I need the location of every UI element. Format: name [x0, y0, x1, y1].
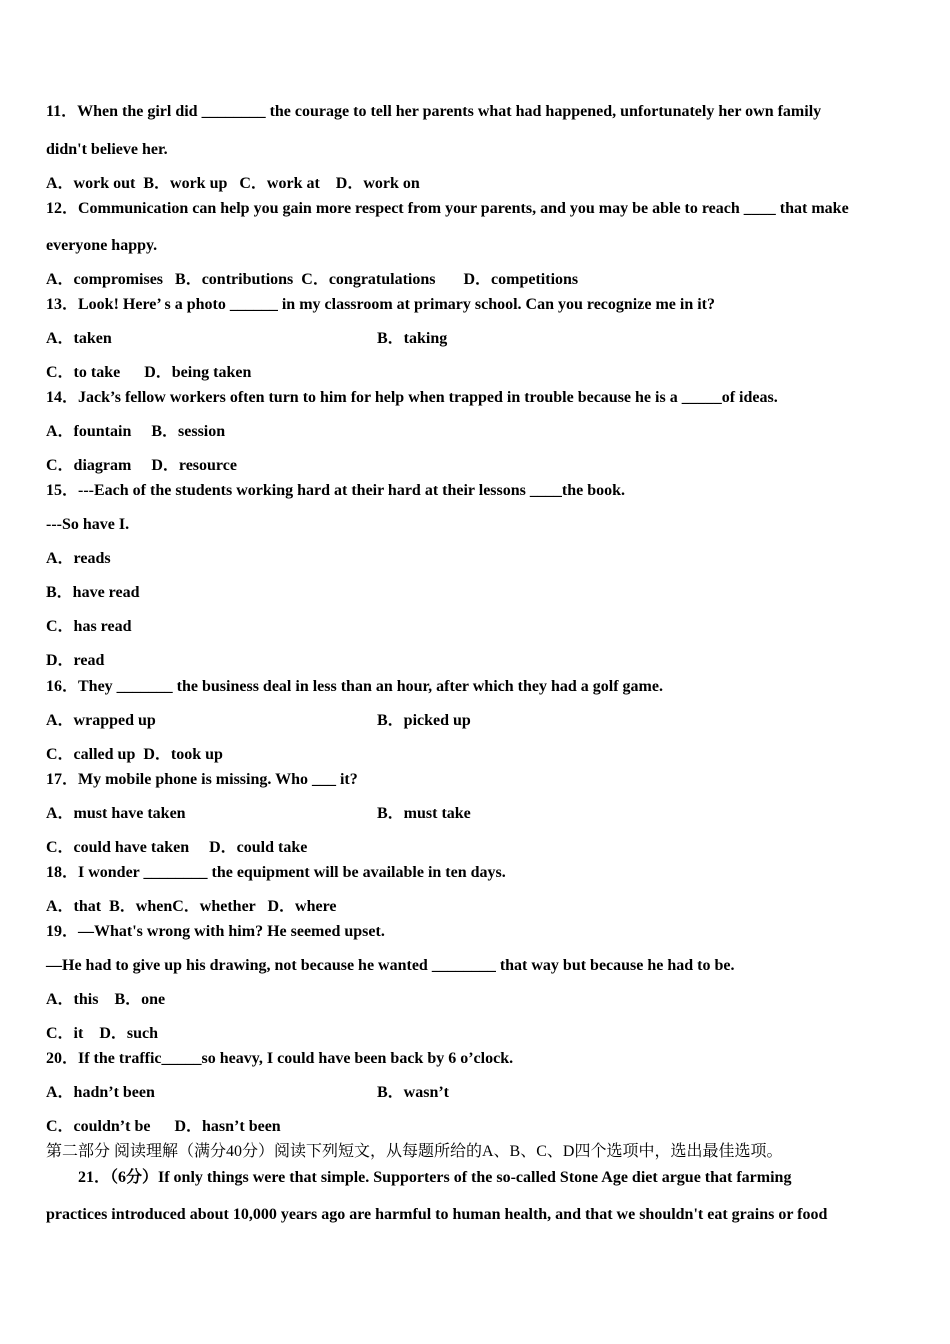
- q13-options-cd: C．to take D．being taken: [46, 364, 252, 381]
- q16-option-b: B．picked up: [377, 712, 471, 729]
- q20-stem: 20．If the traffic_____so heavy, I could have been back by 6 o’clock.: [46, 1050, 514, 1067]
- q17-stem: 17．My mobile phone is missing. Who ___ it?: [46, 771, 358, 788]
- q21-line1: 21．（6分）If only things were that simple. Supporters of the so-called Stone Age diet argue that farming: [78, 1169, 792, 1186]
- q15-option-c: C．has read: [46, 618, 132, 635]
- q15-option-b: B．have read: [46, 584, 140, 601]
- q21-line2: practices introduced about 10,000 years ago are harmful to human health, and that we shouldn't eat grains or food: [46, 1206, 828, 1223]
- q18-options: A．that B．whenC．whether D．where: [46, 898, 337, 915]
- q15-option-d: D．read: [46, 652, 105, 669]
- part2-heading: 第二部分 阅读理解（满分40分）阅读下列短文，从每题所给的A、B、C、D四个选项中，选出最佳选项。: [46, 1143, 783, 1160]
- q16-option-a: A．wrapped up: [46, 712, 156, 729]
- q13-stem: 13．Look! Here’ s a photo ______ in my classroom at primary school. Can you recognize me in it?: [46, 296, 715, 313]
- q14-options-ab: A．fountain B．session: [46, 423, 226, 440]
- q13-option-a: A．taken: [46, 330, 112, 347]
- q20-options-cd: C．couldn’t be D．hasn’t been: [46, 1118, 281, 1135]
- q11-options: A．work out B．work up C．work at D．work on: [46, 175, 420, 192]
- q11-stem-line1: 11．When the girl did ________ the courage to tell her parents what had happened, unfortunately her own family: [46, 103, 822, 120]
- q16-stem: 16．They _______ the business deal in less than an hour, after which they had a golf game.: [46, 678, 663, 695]
- q18-stem: 18．I wonder ________ the equipment will be available in ten days.: [46, 864, 506, 881]
- q12-stem-line1: 12．Communication can help you gain more respect from your parents, and you may be able to reach ____ that make: [46, 200, 849, 217]
- q14-stem: 14．Jack’s fellow workers often turn to him for help when trapped in trouble because he is a _____of ideas.: [46, 389, 778, 406]
- q12-stem-line2: everyone happy.: [46, 237, 158, 254]
- q17-option-a: A．must have taken: [46, 805, 186, 822]
- q20-option-a: A．hadn’t been: [46, 1084, 155, 1101]
- q11-stem-line2: didn't believe her.: [46, 141, 168, 158]
- q19-stem: 19．—What's wrong with him? He seemed upset.: [46, 923, 385, 940]
- q19-options-cd: C．it D．such: [46, 1025, 159, 1042]
- q17-options-cd: C．could have taken D．could take: [46, 839, 308, 856]
- q13-option-b: B．taking: [377, 330, 448, 347]
- q15-stem: 15．---Each of the students working hard at their hard at their lessons ____the book.: [46, 482, 625, 499]
- q19-options-ab: A．this B．one: [46, 991, 166, 1008]
- q20-option-b: B．wasn’t: [377, 1084, 450, 1101]
- q15-option-a: A．reads: [46, 550, 111, 567]
- q14-options-cd: C．diagram D．resource: [46, 457, 237, 474]
- q15-reply: ---So have I.: [46, 516, 130, 533]
- q17-option-b: B．must take: [377, 805, 471, 822]
- q12-options: A．compromises B．contributions C．congratulations D．competitions: [46, 271, 579, 288]
- q19-reply: —He had to give up his drawing, not because he wanted ________ that way but because he had to be.: [46, 957, 735, 974]
- q16-options-cd: C．called up D．took up: [46, 746, 223, 763]
